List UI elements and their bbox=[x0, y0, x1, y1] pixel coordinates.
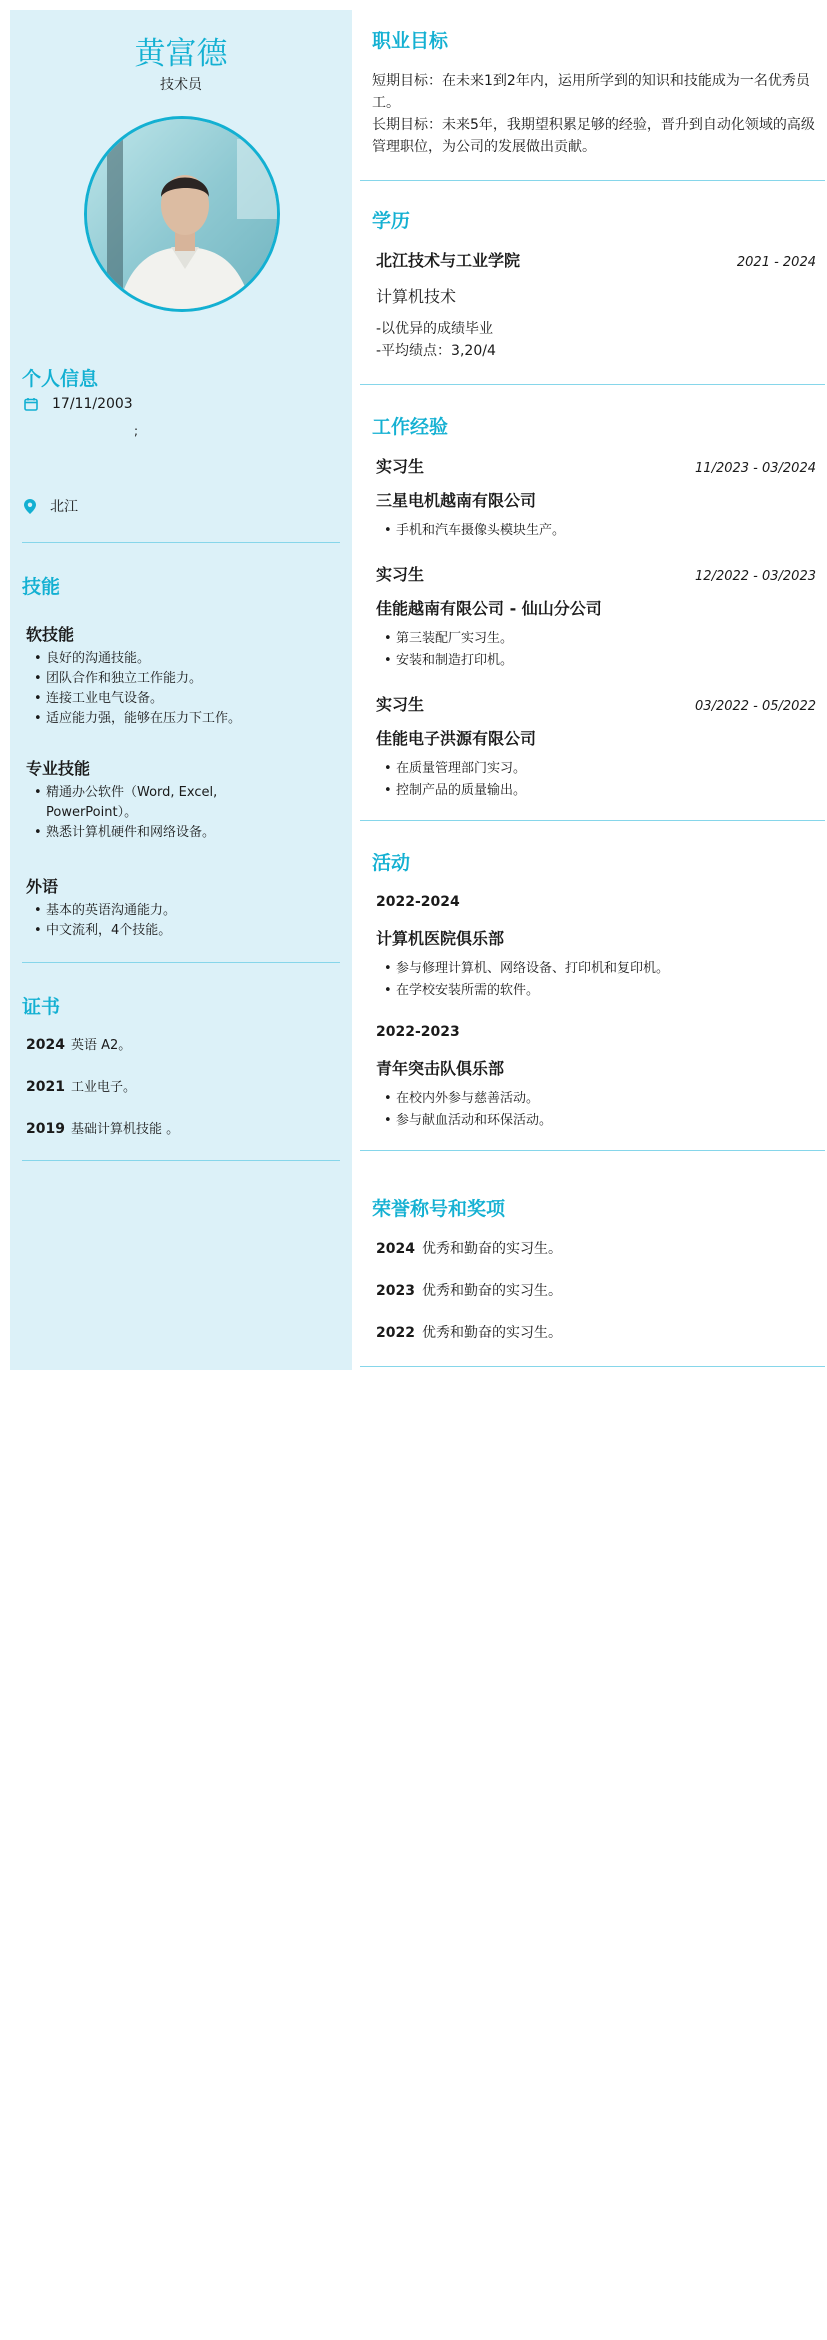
award-year: 2023 bbox=[376, 1283, 415, 1299]
job-dates: 12/2022 - 03/2023 bbox=[695, 569, 816, 584]
activity-detail: • 在学校安装所需的软件。 bbox=[376, 980, 816, 1002]
job-dates: 03/2022 - 05/2022 bbox=[695, 699, 816, 714]
job-duty: • 第三装配厂实习生。 bbox=[376, 628, 816, 650]
skill-group-languages bbox=[26, 874, 336, 941]
award-year: 2024 bbox=[376, 1241, 415, 1257]
certificate-name: 工业电子。 bbox=[71, 1080, 137, 1095]
portrait-photo bbox=[87, 119, 280, 312]
job-duties bbox=[376, 758, 816, 802]
skill-item: • 良好的沟通技能。 bbox=[26, 649, 336, 669]
education-years: 2021 - 2024 bbox=[736, 255, 816, 270]
certificate-year: 2019 bbox=[26, 1121, 65, 1137]
candidate-name: 黄富德 bbox=[134, 36, 228, 72]
activity-year: 2022-2024 bbox=[376, 894, 460, 910]
job-duties bbox=[376, 628, 816, 672]
map-pin-icon bbox=[24, 499, 36, 514]
certificate-year: 2021 bbox=[26, 1079, 65, 1095]
objective-heading: 职业目标 bbox=[372, 30, 449, 52]
activity-club: 计算机医院俱乐部 bbox=[376, 929, 505, 948]
divider bbox=[360, 820, 825, 821]
activity-detail: • 在校内外参与慈善活动。 bbox=[376, 1088, 816, 1110]
job-dates: 11/2023 - 03/2024 bbox=[695, 461, 816, 476]
birthdate-text: 17/11/2003 bbox=[52, 396, 133, 412]
certificates-heading: 证书 bbox=[22, 996, 61, 1018]
award-text: 优秀和勤奋的实习生。 bbox=[422, 1283, 562, 1299]
job-role: 实习生 bbox=[376, 457, 425, 476]
job-duty: • 控制产品的质量输出。 bbox=[376, 780, 816, 802]
divider bbox=[22, 1160, 340, 1161]
certificate-row bbox=[26, 1034, 131, 1053]
job-role: 实习生 bbox=[376, 695, 425, 714]
school-name: 北江技术与工业学院 bbox=[376, 251, 521, 270]
skill-group-title: 软技能 bbox=[26, 625, 75, 644]
divider bbox=[360, 180, 825, 181]
skill-group-title: 外语 bbox=[26, 877, 59, 896]
skill-item: • 团队合作和独立工作能力。 bbox=[26, 669, 336, 689]
job-header bbox=[376, 692, 816, 715]
education-major: 计算机技术 bbox=[376, 287, 457, 306]
experience-heading: 工作经验 bbox=[372, 416, 449, 438]
stray-semicolon: ; bbox=[134, 424, 139, 438]
award-year: 2022 bbox=[376, 1325, 415, 1341]
avatar bbox=[84, 116, 280, 312]
skills-heading: 技能 bbox=[22, 576, 61, 598]
skill-group-soft bbox=[26, 622, 336, 729]
job-duty: • 安装和制造打印机。 bbox=[376, 650, 816, 672]
job-company: 佳能越南有限公司 - 仙山分公司 bbox=[376, 599, 602, 618]
divider bbox=[22, 542, 340, 543]
divider bbox=[360, 384, 825, 385]
skill-item: • 中文流利，4个技能。 bbox=[26, 921, 336, 941]
award-text: 优秀和勤奋的实习生。 bbox=[422, 1241, 562, 1257]
certificate-row bbox=[26, 1076, 136, 1095]
award-row bbox=[376, 1322, 562, 1342]
skill-group-professional bbox=[26, 756, 336, 843]
sidebar bbox=[10, 10, 352, 1370]
education-heading: 学历 bbox=[372, 210, 411, 232]
birthdate-row bbox=[24, 396, 133, 412]
activity-details bbox=[376, 1088, 816, 1132]
personal-info-heading: 个人信息 bbox=[22, 368, 99, 390]
skill-item: • 连接工业电气设备。 bbox=[26, 689, 336, 709]
divider bbox=[360, 1150, 825, 1151]
education-row bbox=[376, 248, 816, 271]
divider bbox=[360, 1366, 825, 1367]
activity-details bbox=[376, 958, 816, 1002]
activity-club: 青年突击队俱乐部 bbox=[376, 1059, 505, 1078]
education-note: -平均绩点：3,20/4 bbox=[376, 343, 496, 359]
activity-detail: • 参与献血活动和环保活动。 bbox=[376, 1110, 816, 1132]
award-text: 优秀和勤奋的实习生。 bbox=[422, 1325, 562, 1341]
job-duty: • 手机和汽车摄像头模块生产。 bbox=[376, 520, 816, 542]
skill-item: • 熟悉计算机硬件和网络设备。 bbox=[26, 823, 256, 843]
job-header bbox=[376, 454, 816, 477]
award-row bbox=[376, 1280, 562, 1300]
job-duties bbox=[376, 520, 816, 542]
job-company: 三星电机越南有限公司 bbox=[376, 491, 537, 510]
education-note: -以优异的成绩毕业 bbox=[376, 321, 494, 337]
job-duty: • 在质量管理部门实习。 bbox=[376, 758, 816, 780]
activities-heading: 活动 bbox=[372, 852, 411, 874]
objective-long: 长期目标：未来5年，我期望积累足够的经验，晋升到自动化领域的高级管理职位，为公司的发展做出贡献。 bbox=[372, 117, 815, 155]
skill-item: • 适应能力强，能够在压力下工作。 bbox=[26, 709, 336, 729]
divider bbox=[22, 962, 340, 963]
location-text: 北江 bbox=[50, 499, 78, 515]
certificate-year: 2024 bbox=[26, 1037, 65, 1053]
location-row bbox=[24, 496, 78, 516]
skill-group-title: 专业技能 bbox=[26, 759, 91, 778]
job-role: 实习生 bbox=[376, 565, 425, 584]
candidate-role: 技术员 bbox=[160, 77, 202, 93]
skill-item: • 基本的英语沟通能力。 bbox=[26, 901, 336, 921]
awards-heading: 荣誉称号和奖项 bbox=[372, 1198, 506, 1220]
objective-short: 短期目标：在未来1到2年内，运用所学到的知识和技能成为一名优秀员工。 bbox=[372, 73, 810, 111]
activity-detail: • 参与修理计算机、网络设备、打印机和复印机。 bbox=[376, 958, 816, 980]
certificate-name: 基础计算机技能 。 bbox=[71, 1122, 180, 1137]
certificate-row bbox=[26, 1118, 179, 1137]
main-column bbox=[360, 10, 825, 1370]
job-header bbox=[376, 562, 816, 585]
job-company: 佳能电子洪源有限公司 bbox=[376, 729, 537, 748]
certificate-name: 英语 A2。 bbox=[71, 1038, 132, 1053]
award-row bbox=[376, 1238, 562, 1258]
calendar-icon bbox=[24, 397, 38, 411]
resume-page bbox=[10, 10, 825, 1370]
skill-item: • 精通办公软件（Word, Excel, PowerPoint）。 bbox=[26, 783, 256, 823]
activity-year: 2022-2023 bbox=[376, 1024, 460, 1040]
